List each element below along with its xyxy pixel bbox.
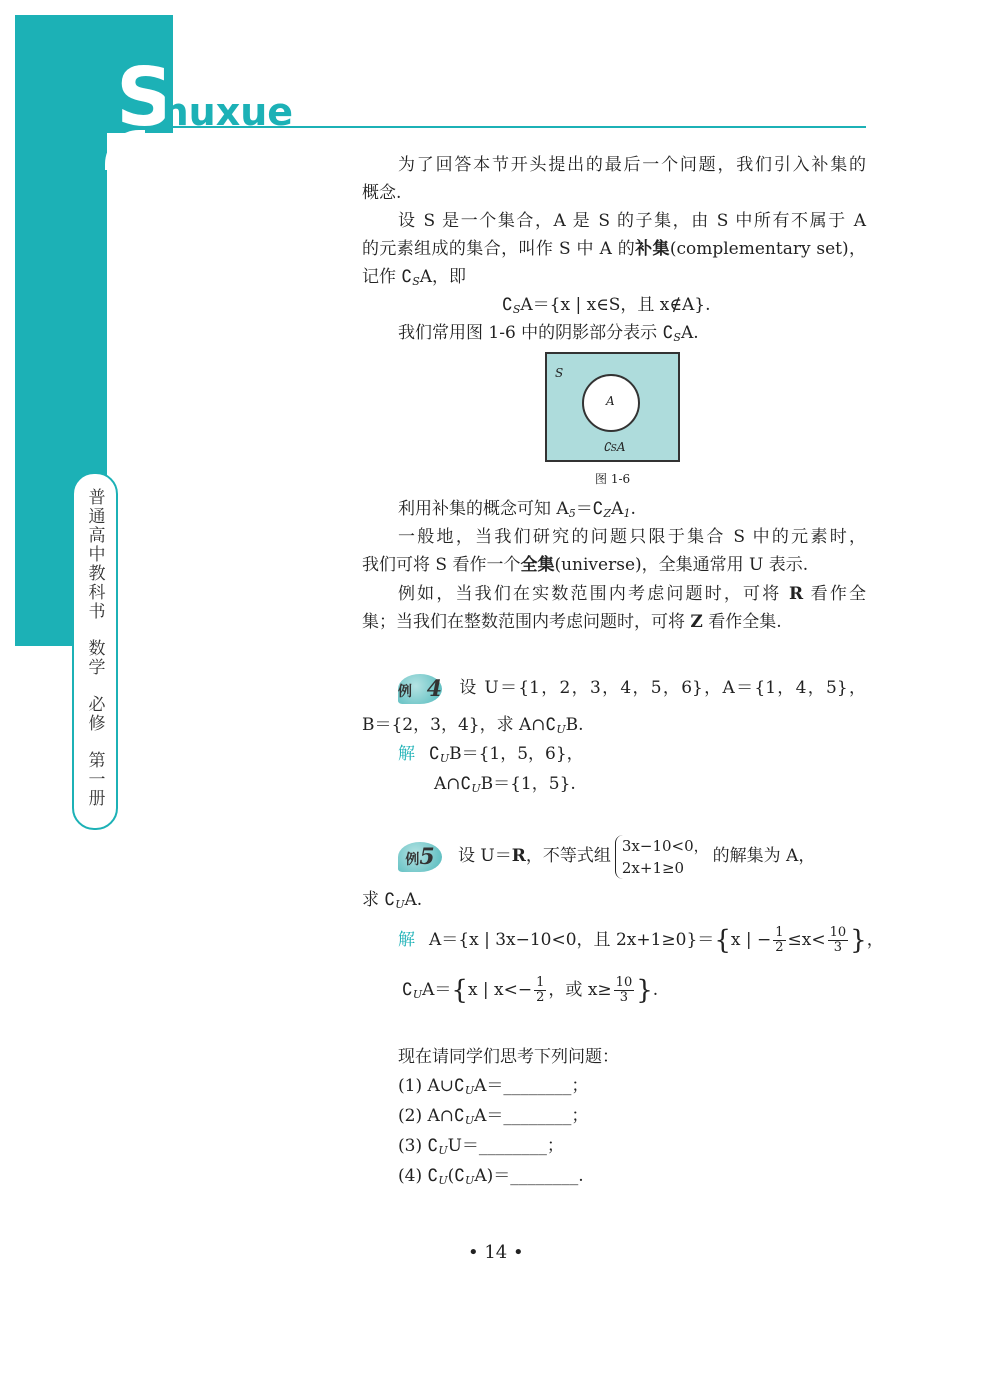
subscript: U: [471, 782, 481, 795]
fraction: [773, 926, 785, 955]
logo-initial: S: [116, 51, 170, 144]
brace: {: [451, 975, 468, 1006]
brace: }: [636, 975, 653, 1006]
subscript: S: [673, 331, 681, 344]
text: 的元素组成的集合，叫作 S 中 A 的: [362, 239, 636, 259]
text: 记作 ∁: [362, 267, 413, 287]
text: .: [652, 980, 659, 1000]
text: ＝∁: [575, 499, 604, 519]
paragraph-line: 设 S 是一个集合，A 是 S 的子集，由 S 中所有不属于 A: [398, 211, 866, 231]
question-1: [398, 1075, 588, 1102]
badge-char: 例: [398, 683, 427, 700]
text: (∁: [447, 1166, 466, 1186]
text: 看作全集.: [702, 612, 782, 632]
text: .: [630, 499, 636, 519]
text: A: [611, 499, 624, 519]
badge-char: 例: [405, 851, 420, 868]
example-5-badge: [398, 842, 442, 872]
inequality: 3x−10<0，: [621, 836, 709, 855]
paragraph-line: [362, 554, 808, 576]
text: B＝{1，5，6}，: [449, 744, 584, 764]
subscript: U: [412, 988, 423, 1001]
example-5-solution: [398, 922, 884, 959]
text: A，即: [419, 267, 467, 287]
inequality: 2x+1≥0: [621, 858, 685, 877]
text: 我们常用图 1-6 中的阴影部分表示 ∁: [398, 323, 674, 343]
text: (universe)，全集通常用 U 表示.: [554, 555, 809, 575]
paragraph-line: [362, 611, 782, 633]
badge-number: 4: [426, 675, 442, 702]
text: x | −: [730, 930, 772, 950]
paragraph-line: 为了回答本节开头提出的最后一个问题，我们引入补集的: [398, 155, 866, 175]
text: (2) A∩∁: [398, 1106, 465, 1126]
text: B＝{1，5}.: [480, 774, 576, 794]
example-4-badge: [398, 674, 442, 704]
example-5-solution-line: [402, 972, 658, 1013]
symbol-z: Z: [690, 612, 703, 632]
question-4: [398, 1165, 584, 1192]
volume-label: 第一册: [84, 751, 105, 808]
example-5-question-line: [362, 889, 422, 916]
numerator: 1: [775, 925, 784, 940]
shuxue-logo: [116, 51, 301, 144]
text: A＝{x | 3x−10<0，且 2x+1≥0}＝: [429, 930, 715, 950]
numerator: 10: [615, 975, 633, 990]
text: ，不等式组: [525, 846, 611, 866]
example-4-solution-line: [434, 773, 576, 800]
text: A: [616, 440, 626, 454]
definition-formula: [502, 294, 710, 321]
brace: {: [714, 925, 731, 956]
text: B＝{2，3，4}，求 A∩∁: [362, 715, 557, 735]
text: 集；当我们在整数范围内考虑问题时，可将: [362, 612, 691, 632]
term-universe: 全集: [520, 555, 555, 575]
subscript: U: [395, 898, 405, 911]
subscript: U: [438, 1174, 448, 1187]
set-a-label: A: [606, 394, 615, 408]
text: x | x<−: [467, 980, 533, 1000]
text: U＝________；: [447, 1136, 564, 1156]
brace: }: [850, 925, 867, 956]
text: 设 U＝: [458, 846, 512, 866]
text: ∁: [429, 744, 440, 764]
paragraph-line: [362, 266, 466, 293]
paragraph-line: 一般地，当我们研究的问题只限于集合 S 中的元素时，: [398, 527, 866, 547]
figure-caption: 图 1-6: [595, 472, 631, 486]
solution-label: 解: [398, 744, 415, 764]
text: 例如，当我们在实数范围内考虑问题时，可将: [398, 584, 789, 604]
term-complement: 补集: [635, 239, 670, 259]
paragraph-line: [362, 238, 866, 260]
example-4-question: [398, 672, 866, 704]
paragraph-line: 概念.: [362, 183, 402, 203]
text: (complementary set)，: [669, 239, 866, 259]
symbol-r: R: [511, 846, 526, 866]
question-3: [398, 1135, 564, 1162]
denominator: 3: [619, 990, 629, 1005]
text: A.: [680, 323, 699, 343]
subscript: S: [512, 303, 521, 316]
logo-rest: huxue: [161, 90, 294, 134]
subscript: 1: [623, 507, 631, 520]
badge-number: 5: [419, 843, 435, 870]
subscript: U: [465, 1174, 475, 1187]
inequality-system: [615, 835, 709, 879]
example-5-question: [398, 832, 815, 880]
solution-label: 解: [398, 930, 415, 950]
subject-label: 数学: [84, 639, 105, 677]
paragraph-line: [398, 583, 866, 605]
symbol-r: R: [788, 584, 804, 604]
example-4-question-line: [362, 714, 584, 741]
numerator: 10: [829, 925, 847, 940]
subscript: U: [556, 723, 566, 736]
fraction: [534, 976, 546, 1005]
text: ，: [866, 930, 884, 950]
paragraph-line: [398, 322, 699, 349]
text: (4) ∁: [398, 1166, 439, 1186]
venn-diagram: [545, 352, 680, 462]
fraction: [828, 926, 849, 955]
text: A＝________；: [474, 1076, 589, 1096]
question-2: [398, 1105, 588, 1132]
complement-label: [603, 440, 625, 454]
text: A＝{x | x∈S，且 x∉A}.: [520, 295, 711, 315]
text: A.: [404, 890, 423, 910]
text: A＝________；: [474, 1106, 589, 1126]
type-label: 必修: [84, 695, 105, 733]
text: 设 U＝{1，2，3，4，5，6}，A＝{1，4，5}，: [458, 678, 866, 698]
text: A)＝________.: [474, 1166, 584, 1186]
text: (3) ∁: [398, 1136, 439, 1156]
series-label: 普通高中教科书: [84, 488, 105, 621]
subscript: U: [464, 1084, 475, 1097]
text: B.: [565, 715, 584, 735]
subscript: Z: [603, 507, 612, 520]
subscript: U: [464, 1114, 475, 1127]
text: ∁: [402, 980, 413, 1000]
text: 求 ∁: [362, 890, 396, 910]
numerator: 1: [536, 975, 545, 990]
set-a-circle: [582, 374, 640, 432]
subscript: S: [412, 275, 420, 288]
text: 的解集为 A，: [712, 846, 816, 866]
text: 看作全: [803, 584, 867, 604]
subscript: 5: [568, 507, 576, 520]
subscript: U: [438, 1144, 448, 1157]
text: (1) A∪∁: [398, 1076, 465, 1096]
text: 我们可将 S 看作一个: [362, 555, 521, 575]
fraction: [614, 976, 635, 1005]
paragraph-line: [398, 498, 636, 525]
text: ≤x<: [787, 930, 826, 950]
denominator: 2: [536, 990, 545, 1005]
questions-intro: 现在请同学们思考下列问题：: [398, 1047, 619, 1067]
subscript: S: [610, 444, 617, 454]
text: ，或 x≥: [548, 980, 612, 1000]
denominator: 3: [833, 940, 842, 955]
text: ∁: [502, 295, 513, 315]
text: 利用补集的概念可知 A: [398, 499, 569, 519]
text: ∁: [603, 440, 611, 454]
book-title-tab: [72, 472, 118, 830]
set-s-label: S: [555, 366, 564, 380]
denominator: 2: [775, 940, 784, 955]
example-4-solution: [398, 743, 584, 770]
text: A∩∁: [434, 774, 472, 794]
subscript: U: [439, 752, 450, 765]
text: A＝: [422, 980, 452, 1000]
page-number: • 14 •: [468, 1242, 524, 1263]
